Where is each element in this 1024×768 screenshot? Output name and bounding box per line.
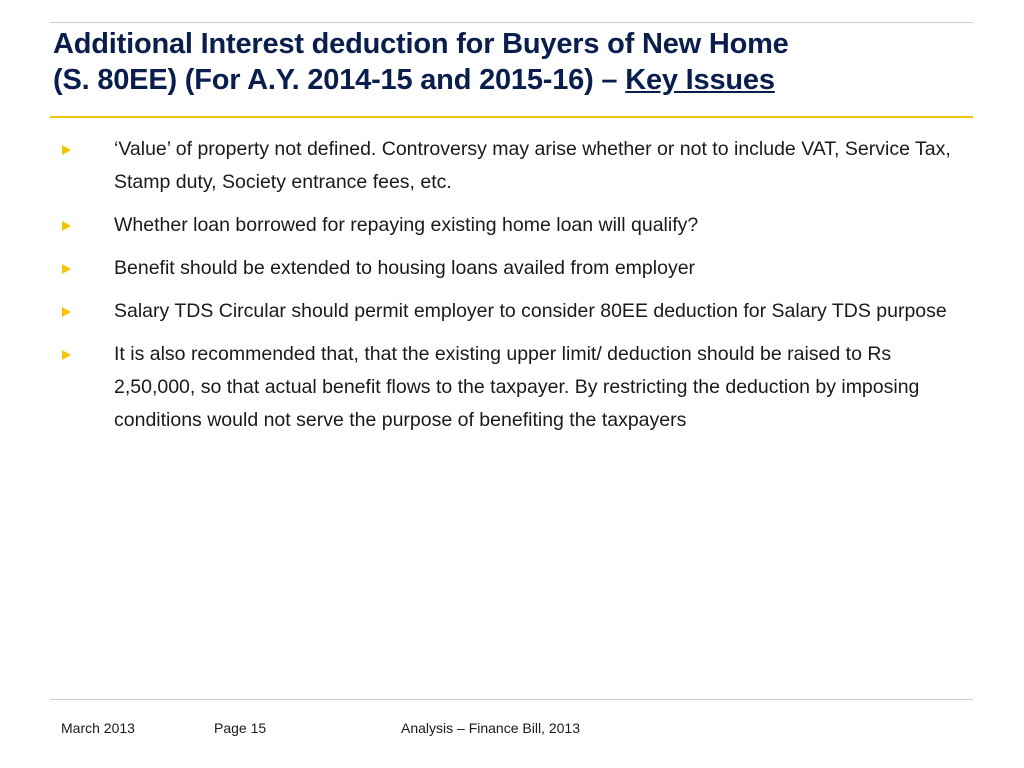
bullet-arrow-icon [62,338,76,371]
bullet-text: It is also recommended that, that the existing upper limit/ deduction should be raised to Rs 2,50,000, so that actual benefit flows to the taxpayer. By restricting the deduction by imposing conditions would not serve the purpose of benefiting the taxpayers [114,343,920,431]
slide-title [53,26,973,98]
title-line-1: Additional Interest deduction for Buyers of New Home [53,28,789,60]
bullet-arrow-icon [62,252,76,285]
top-divider [50,22,973,23]
bullet-text: Whether loan borrowed for repaying existing home loan will qualify? [114,214,699,236]
bullet-item [62,295,962,328]
footer-document-title: Analysis – Finance Bill, 2013 [401,720,580,736]
bullet-item [62,133,962,199]
title-line-2: (S. 80EE) (For A.Y. 2014-15 and 2015-16) – [53,64,626,96]
bullet-text: Benefit should be extended to housing loans availed from employer [114,257,696,279]
title-underline-rule [50,116,973,118]
title-key-issues: Key Issues [625,64,775,96]
bullet-text: ‘Value’ of property not defined. Controversy may arise whether or not to include VAT, Service Tax, Stamp duty, Society entrance fees, etc. [114,138,951,193]
footer-divider [50,699,973,700]
bullet-item [62,209,962,242]
bullet-arrow-icon [62,133,76,166]
bullet-arrow-icon [62,209,76,242]
bullet-text: Salary TDS Circular should permit employer to consider 80EE deduction for Salary TDS purpose [114,300,947,322]
bullet-list [62,133,962,447]
bullet-arrow-icon [62,295,76,328]
footer-page-number: Page 15 [214,720,267,736]
bullet-item [62,252,962,285]
footer-date: March 2013 [61,720,135,736]
bullet-item [62,338,962,437]
